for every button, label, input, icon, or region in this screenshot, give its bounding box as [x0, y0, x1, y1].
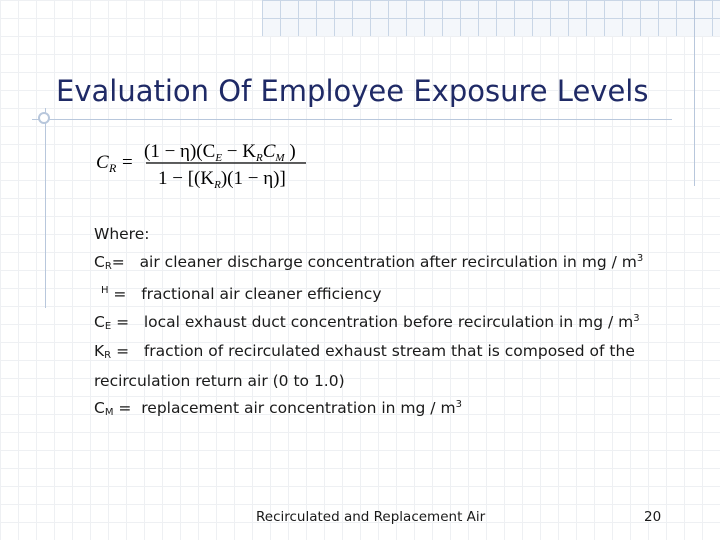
num-part-1: (1 − η)(C — [144, 141, 216, 162]
def-text: replacement air concentration in mg / m — [141, 399, 456, 417]
num-sub-3: M — [275, 152, 285, 164]
left-rule — [45, 108, 46, 308]
den-part-2: )(1 − η)] — [220, 168, 286, 189]
def-symbol: C — [94, 399, 105, 417]
definition-ce — [94, 307, 694, 340]
eq-lhs: C — [96, 152, 109, 173]
decorative-grid — [262, 0, 720, 36]
den-sub: R — [214, 179, 221, 191]
def-subscript: R — [104, 260, 112, 272]
def-text: air cleaner discharge concentration after recirculation in mg / m — [139, 252, 637, 271]
def-text: fraction of recirculated exhaust stream that is composed of the recirculation return air (0 to 1.0) — [94, 342, 635, 390]
definition-eta — [94, 279, 694, 307]
def-superscript: 3 — [633, 312, 640, 324]
def-symbol: H — [100, 285, 109, 296]
eq-lhs-sub: R — [109, 161, 117, 175]
bullet-circle-decoration — [38, 112, 50, 124]
def-subscript: R — [104, 350, 112, 361]
def-equals: = — [111, 252, 125, 271]
def-equals: = — [118, 399, 132, 417]
eq-denominator — [158, 168, 286, 191]
def-subscript: M — [104, 407, 114, 418]
def-symbol: C — [94, 252, 105, 271]
definition-cm — [94, 393, 694, 426]
def-text: fractional air cleaner efficiency — [141, 285, 382, 303]
def-symbol: K — [94, 342, 105, 360]
definitions-block — [94, 222, 694, 426]
slide-footer: Recirculated and Replacement Air — [256, 509, 486, 525]
decorative-vertical-line — [694, 0, 695, 186]
page-number: 20 — [644, 509, 662, 525]
equation — [96, 132, 336, 196]
def-text: local exhaust duct concentration before recirculation in mg / m — [143, 312, 634, 331]
def-equals: = — [116, 312, 130, 331]
title-underline — [32, 119, 672, 120]
where-label: Where: — [94, 225, 150, 243]
def-superscript: 3 — [455, 399, 462, 410]
definition-cr — [94, 247, 694, 280]
num-sub-1: E — [215, 152, 223, 164]
num-part-3: C — [262, 141, 276, 162]
equation-graphic — [96, 132, 336, 192]
def-equals: = — [113, 285, 127, 303]
num-part-2: − K — [222, 141, 256, 162]
def-symbol: C — [94, 312, 105, 331]
def-equals: = — [116, 342, 130, 360]
num-sub-2: R — [255, 152, 263, 164]
eq-equals: = — [122, 152, 133, 173]
def-superscript: 3 — [636, 252, 644, 264]
num-part-4: ) — [284, 141, 296, 162]
def-subscript: E — [104, 320, 112, 332]
eq-numerator — [144, 141, 296, 164]
definition-kr — [94, 339, 694, 393]
slide-title: Evaluation Of Employee Exposure Levels — [56, 74, 649, 108]
den-part-1: 1 − [(K — [158, 168, 215, 189]
